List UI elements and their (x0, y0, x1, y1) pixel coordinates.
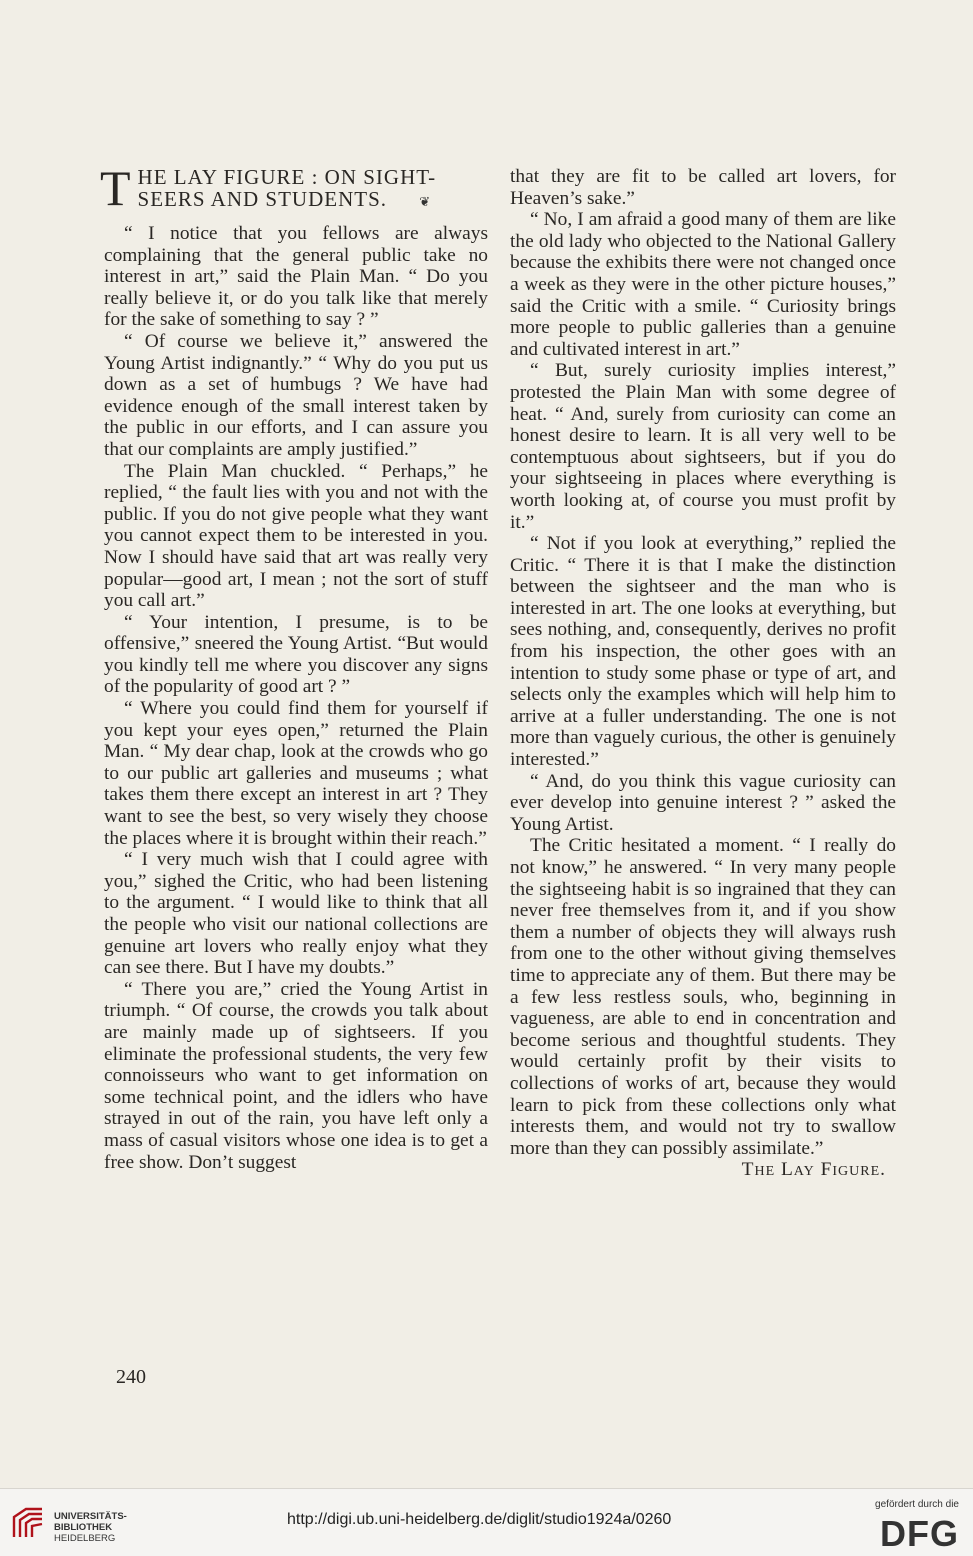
paragraph: “ No, I am afraid a good many of them are like the old lady who objected to the National Gallery because the exhibits there were not changed once a week as they were in the other picture houses,” said the Critic with a smile. “ Curiosity brings more people to public galleries than a genuine and cultivated interest in art.” (510, 209, 896, 360)
paragraph: that they are fit to be called art lovers, for Heaven’s sake.” (510, 166, 896, 209)
signature: The Lay Figure. (741, 1159, 886, 1181)
paragraph: “ Not if you look at everything,” replied the Critic. “ There it is that I make the distinction between the sightseer and the man who is interested in art. The one looks at everything, but sees nothing, and, consequently, derives no profit from his inspection, the other goes with an intention to study some phase or type of art, and selects only the examples which will help him to arrive at a fuller understanding. The one is not more than vaguely curious, the other is genuinely interested.” (510, 533, 896, 771)
university-library-logo-icon (10, 1505, 46, 1541)
institution-name (54, 1511, 127, 1544)
paragraph: The Plain Man chuckled. “ Perhaps,” he replied, “ the fault lies with you and not with the public. If you do not give people what they want you cannot expect them to be interested in you. Now I should have said that art was really very popular—good art, I mean ; not the sort of stuff you call art.” (104, 460, 488, 612)
left-column (100, 160, 488, 1173)
paragraph: The Critic hesitated a moment. “ I really do not know,” he answered. “ In very many people the sightseeing habit is so ingrained that they can never free themselves from it, and if you show them a number of objects they will always rush from one to the other without giving themselves time to appreciate any of them. But there may be a few less restless souls, who, beginning in vagueness, are able to end in concentration and become serious and thoughtful students. They would certainly profit by their visits to collections of works of art, because they would learn to pick from these collections only what interests them, and would not try to swallow more than they can possibly assimilate.” (510, 835, 896, 1159)
dfg-logo: DFG (880, 1513, 959, 1554)
paragraph: “ Where you could find them for yourself if you kept your eyes open,” returned the Plain Man. “ My dear chap, look at the crowds who go to our public art galleries and museums ; what takes them there except an interest in art ? They want to see the best, so very wisely they choose the places where it is brought within their reach.” (104, 698, 488, 849)
permalink[interactable]: http://digi.ub.uni-heidelberg.de/diglit/studio1924a/0260 (287, 1511, 672, 1528)
paragraph: “ But, surely curiosity implies interest,” protested the Plain Man with some degree of heat. “ And, surely from curiosity can come an honest desire to learn. It is all very well to be contemptuous about sightseers, but if you do your sightseeing in places where everything is worth looking at, of course you must profit by it.” (510, 360, 896, 533)
title-dropcap: T (100, 160, 132, 216)
title-line-1: HE LAY FIGURE : ON SIGHT- (137, 165, 437, 189)
institution-line-3: HEIDELBERG (54, 1533, 116, 1544)
paragraph: “ Of course we believe it,” answered the Young Artist indignantly.” “ Why do you put us down as a set of humbugs ? We have had evidence enough of the small interest taken by the public in our efforts, and I can assure you that our complaints are amply justified.” (104, 330, 488, 460)
paragraph: “ I notice that you fellows are always complaining that the general public take no interest in art,” said the Plain Man. “ Do you really believe it, or do you talk like that merely for the sake of something to say ? ” (104, 223, 488, 331)
paragraph: “ Your intention, I presume, is to be offensive,” sneered the Young Artist. “But would you kindly tell me where you discover any signs of the popularity of good art ? ” (104, 611, 488, 698)
article-title (100, 160, 488, 216)
viewer-footer (0, 1488, 973, 1556)
paragraph: “ There you are,” cried the Young Artist in triumph. “ Of course, the crowds you talk about are mainly made up of sightseers. If you eliminate the professional students, the very few connoisseurs who want to get information on some technical point, and the idlers who have strayed in out of the rain, you have left only a mass of casual visitors whose one idea is to get a free show. Don’t suggest (104, 978, 488, 1173)
institution-line-1: UNIVERSITÄTS- (54, 1511, 127, 1522)
institution-line-2: BIBLIOTHEK (54, 1522, 113, 1533)
paragraph: “ I very much wish that I could agree with you,” sighed the Critic, who had been listening to the argument. “ I would like to think that all the people who visit our national collections are genuine art lovers who really enjoy what they can see there. But I have my doubts.” (104, 849, 488, 979)
paragraph: “ And, do you think this vague curiosity can ever develop into genuine interest ? ” asked the Young Artist. (510, 770, 896, 835)
right-column (510, 166, 896, 1181)
title-line-2: SEERS AND STUDENTS. (137, 187, 387, 211)
leaf-ornament-icon: ❦ (419, 194, 432, 209)
funded-by-label: gefördert durch die (875, 1499, 959, 1510)
page-number: 240 (116, 1366, 146, 1388)
